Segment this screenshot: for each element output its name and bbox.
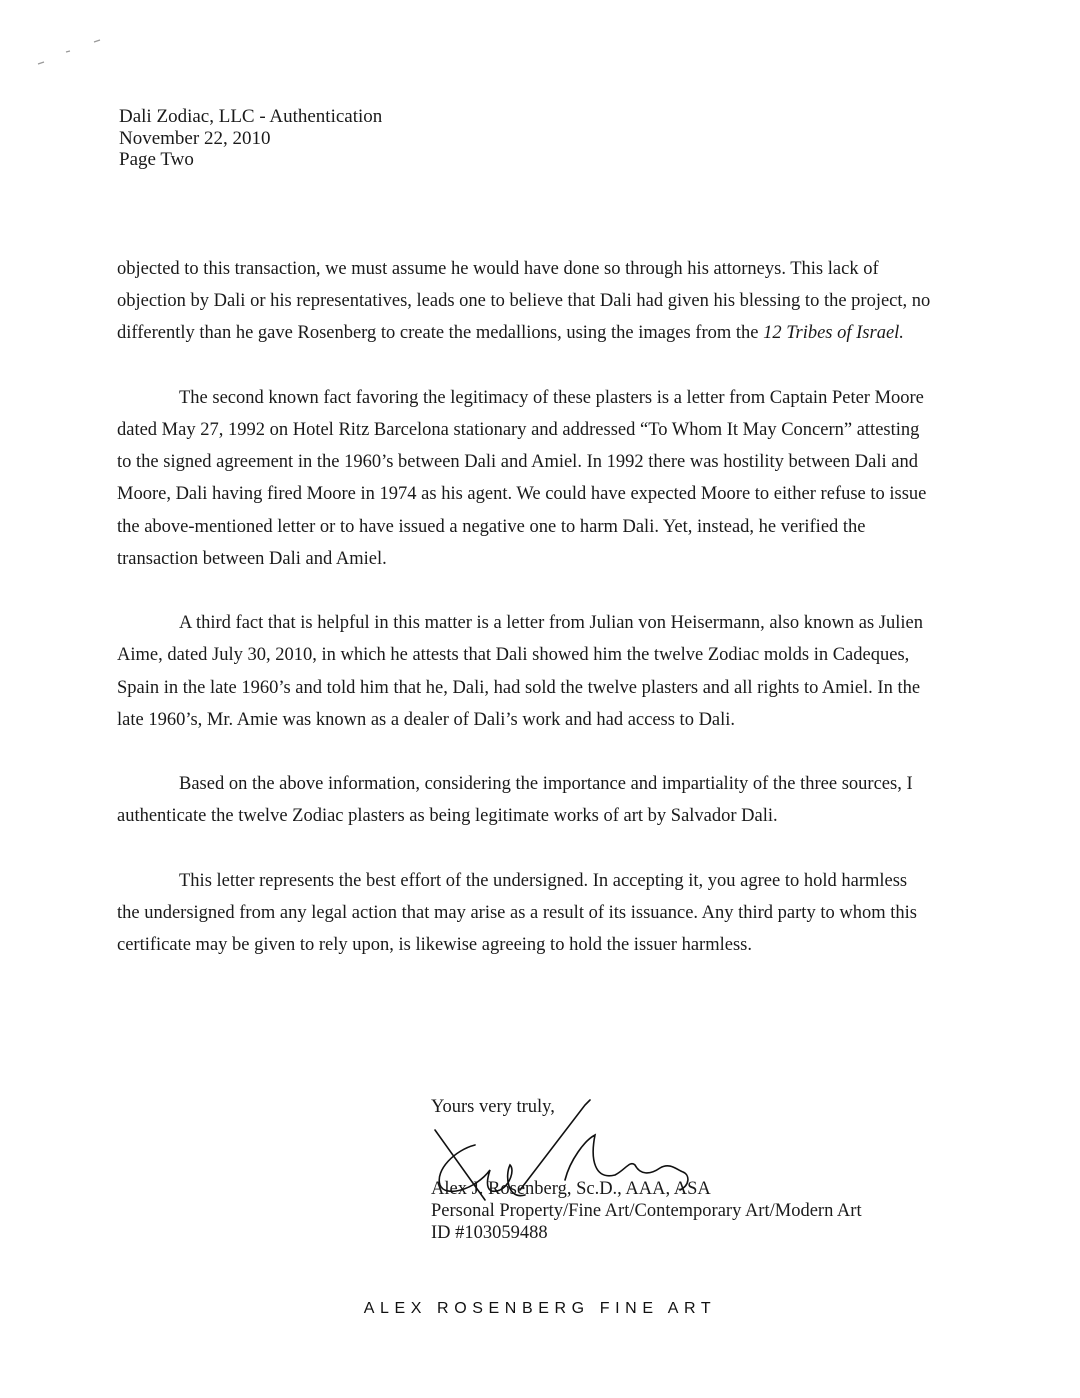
paragraph-4: Based on the above information, considering the importance and impartiality of the three sources, I authenticate the twelve Zodiac plasters as being legitimate works of art by Salvador Dali. — [117, 774, 913, 827]
letterhead-footer: ALEX ROSENBERG FINE ART — [363, 1300, 717, 1317]
handwritten-signature — [415, 1090, 715, 1220]
header-date: November 22, 2010 — [119, 127, 271, 149]
signer-name: Alex J. Rosenberg, Sc.D., AAA, ASA — [431, 1179, 711, 1199]
paragraph-3: A third fact that is helpful in this matter is a letter from Julian von Heisermann, also known as Julien Aime, dated July 30, 2010, in which he attests that Dali showed him the twelve Zodiac molds in Cadeques, Spain in the late 1960’s and told him that he, Dali, had sold the twelve plasters and all rights to Amiel. In the late 1960’s, Mr. Amie was known as a dealer of Dali’s work and had access to Dali. — [117, 613, 923, 730]
letter-header — [119, 106, 382, 171]
signer-id: ID #103059488 — [431, 1223, 548, 1243]
paragraph-1 — [117, 253, 932, 350]
letter-body — [117, 253, 932, 961]
closing-salutation: Yours very truly, — [431, 1097, 555, 1117]
signer-title: Personal Property/Fine Art/Contemporary Art/Modern Art — [431, 1201, 862, 1221]
paragraph-1-text: objected to this transaction, we must assume he would have done so through his attorneys. This lack of objection by Dali or his representatives, leads one to believe that Dali had given his blessing to the project, no differently than he gave Rosenberg to create the medallions, using the images from the — [117, 259, 931, 344]
header-recipient-line: Dali Zodiac, LLC - Authentication — [119, 106, 383, 127]
paragraph-2: The second known fact favoring the legitimacy of these plasters is a letter from Captain Peter Moore dated May 27, 1992 on Hotel Ritz Barcelona stationary and addressed “To Whom It May Concern” attesting to the signed agreement in the 1960’s between Dali and Amiel. In 1992 there was hostility between Dali and Moore, Dali having fired Moore in 1974 as his agent. We could have expected Moore to either refuse to issue the above-mentioned letter or to have issued a negative one to harm Dali. Yet, instead, he verified the transaction between Dali and Amiel. — [117, 387, 927, 569]
header-page-number: Page Two — [119, 149, 194, 170]
paragraph-5: This letter represents the best effort of the undersigned. In accepting it, you agree to hold harmless the undersigned from any legal action that may arise as a result of its issuance. Any third party to whom this certificate may be given to rely upon, is likewise agreeing to hold the issuer harmless. — [117, 870, 917, 956]
scan-mark — [36, 38, 106, 68]
paragraph-1-italic-title: 12 Tribes of Israel. — [763, 323, 904, 344]
